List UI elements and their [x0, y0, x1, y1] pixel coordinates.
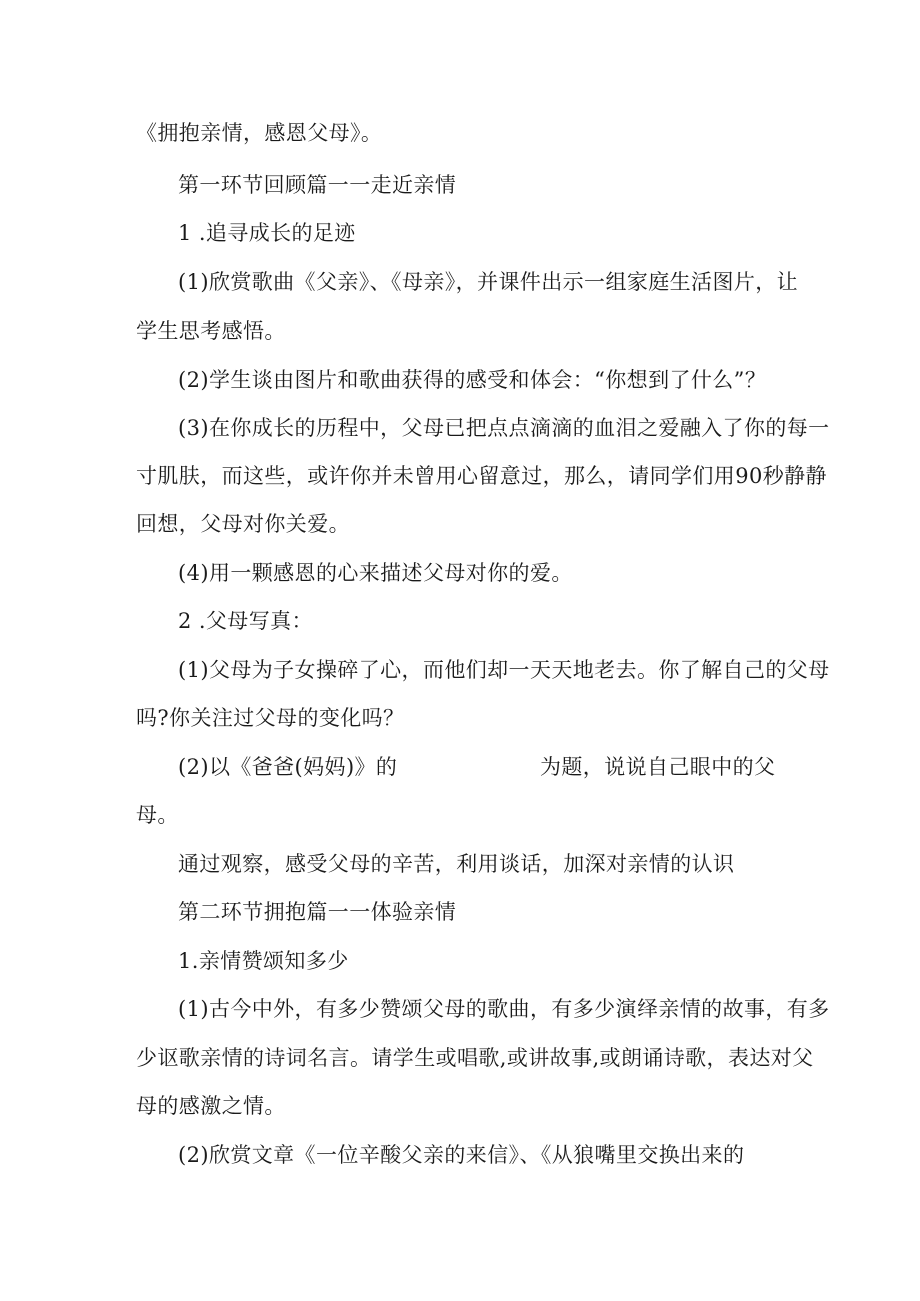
section-heading: 第二环节拥抱篇一一体验亲情: [178, 900, 457, 924]
text-line: 通过观察，感受父母的辛苦，利用谈话，加深对亲情的认识: [178, 852, 735, 876]
section-heading: 第一环节回顾篇一一走近亲情: [178, 173, 457, 197]
text-line: (2)欣赏文章《一位辛酸父亲的来信》、《从狼嘴里交换出来的: [178, 1143, 745, 1167]
text-line: (1)父母为子女操碎了心，而他们却一天天地老去。你了解自己的父母: [178, 658, 830, 682]
text-line: 寸肌肤，而这些，或许你并未曾用心留意过，那么，请同学们用90秒静静: [136, 464, 827, 488]
subsection-heading: 1.亲情赞颂知多少: [178, 949, 349, 973]
text-line: 母的感激之情。: [136, 1094, 286, 1118]
text-line: 少讴歌亲情的诗词名言。请学生或唱歌,或讲故事,或朗诵诗歌，表达对父: [136, 1046, 814, 1070]
text-line: (1)古今中外，有多少赞颂父母的歌曲，有多少演绎亲情的故事，有多: [178, 997, 830, 1021]
text-line: (4)用一颗感恩的心来描述父母对你的爱。: [178, 561, 573, 585]
text-line: (1)欣赏歌曲《父亲》、《母亲》，并课件出示一组家庭生活图片，让: [178, 270, 799, 294]
text-line: 吗?你关注过父母的变化吗？: [136, 706, 405, 730]
text-line: 母。: [136, 803, 179, 827]
text-line: 为题，说说自己眼中的父: [540, 755, 776, 779]
text-line: 回想，父母对你关爱。: [136, 512, 350, 536]
subsection-heading: 1 .追寻成长的足迹: [178, 221, 356, 245]
subsection-heading: 2 .父母写真：: [178, 609, 313, 633]
text-line: (3)在你成长的历程中，父母已把点点滴滴的血泪之爱融入了你的每一: [178, 416, 830, 440]
text-line: (2)以《爸爸(妈妈)》的: [178, 755, 398, 779]
text-line: 《拥抱亲情，感恩父母》。: [136, 121, 383, 145]
text-line: 学生思考感悟。: [136, 319, 286, 343]
text-line: (2)学生谈由图片和歌曲获得的感受和体会：“你想到了什么”？: [178, 368, 767, 392]
